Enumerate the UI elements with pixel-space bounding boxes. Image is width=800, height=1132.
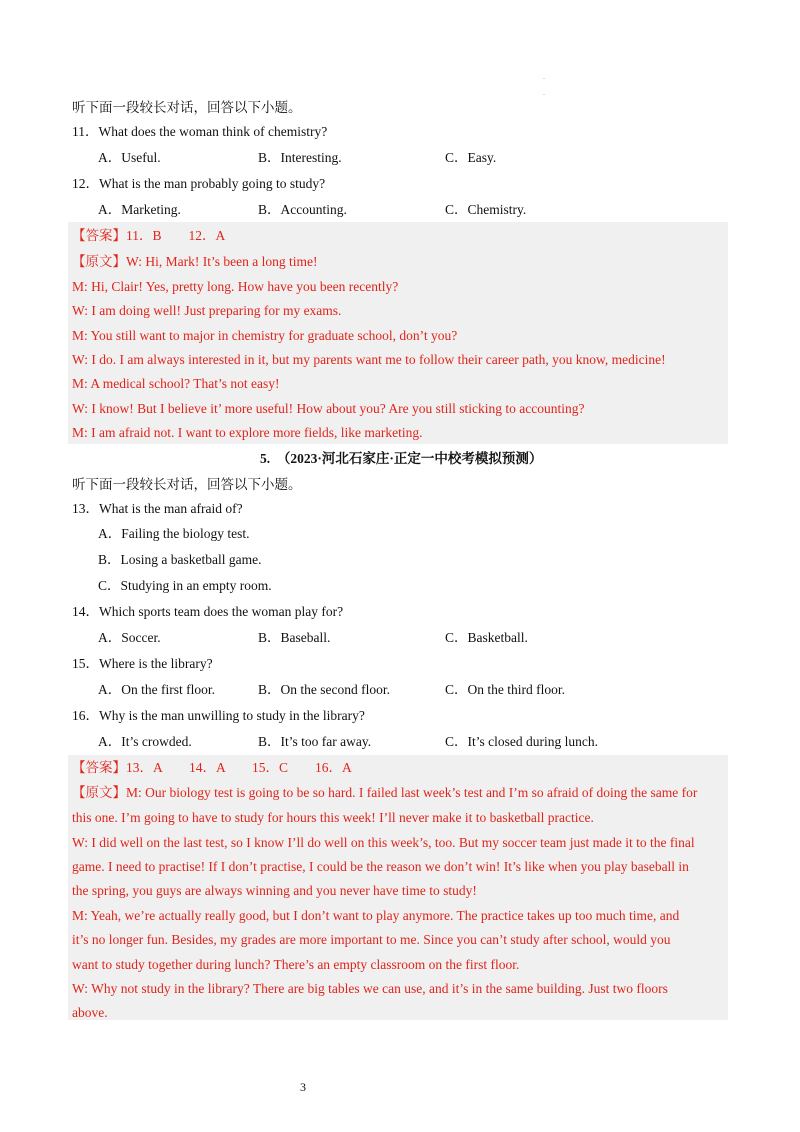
transcript-line: M: You still want to major in chemistry for graduate school, don’t you? xyxy=(72,328,458,343)
transcript-line: want to study together during lunch? There’s an empty classroom on the first floor. xyxy=(72,957,520,972)
transcript-line: M: Hi, Clair! Yes, pretty long. How have you been recently? xyxy=(72,279,399,294)
page-number: 3 xyxy=(300,1080,306,1094)
question-13: 13．What is the man afraid of? xyxy=(72,501,243,516)
q15-option-a: A．On the first floor. xyxy=(98,682,215,697)
q15-option-c: C．On the third floor. xyxy=(445,682,565,697)
q12-option-c: C．Chemistry. xyxy=(445,202,527,217)
transcript-line: the spring, you guys are always winning and you never have time to study! xyxy=(72,883,477,898)
transcript-line: 【原文】W: Hi, Mark! It’s been a long time! xyxy=(72,254,318,269)
transcript-line: W: Why not study in the library? There are big tables we can use, and it’s in the same building. Just two floors xyxy=(72,981,668,996)
q16-option-a: A．It’s crowded. xyxy=(98,734,192,749)
q16-option-b: B．It’s too far away. xyxy=(258,734,372,749)
q13-option-c: C．Studying in an empty room. xyxy=(98,578,272,593)
q11-option-b: B．Interesting. xyxy=(258,150,342,165)
transcript-line: W: I am doing well! Just preparing for my exams. xyxy=(72,303,342,318)
scan-mark: . xyxy=(543,88,545,97)
transcript-line: game. I need to practise! If I don’t practise, I could be the reason we don’t win! It’s like when you play baseball in xyxy=(72,859,689,874)
scan-mark: . xyxy=(543,72,545,81)
section-heading: 5. （2023·河北石家庄·正定一中校考模拟预测） xyxy=(260,451,543,466)
transcript-line: M: A medical school? That’s not easy! xyxy=(72,376,280,391)
question-15: 15．Where is the library? xyxy=(72,656,213,671)
transcript-line: it’s no longer fun. Besides, my grades are more important to me. Since you can’t study after school, would you xyxy=(72,932,671,947)
transcript-line: W: I know! But I believe it’ more useful! How about you? Are you still sticking to accounting? xyxy=(72,401,585,416)
transcript-line: above. xyxy=(72,1005,108,1020)
q16-option-c: C．It’s closed during lunch. xyxy=(445,734,598,749)
q13-option-b: B．Losing a basketball game. xyxy=(98,552,262,567)
q11-option-c: C．Easy. xyxy=(445,150,497,165)
transcript-line: 【原文】M: Our biology test is going to be so hard. I failed last week’s test and I’m so afraid of doing the same for xyxy=(72,785,698,800)
answer-key: 【答案】13．A 14．A 15．C 16．A xyxy=(72,760,352,775)
question-14: 14．Which sports team does the woman play for? xyxy=(72,604,344,619)
transcript-line: this one. I’m going to have to study for hours this week! I’ll never make it to basketball practice. xyxy=(72,810,594,825)
instruction: 听下面一段较长对话，回答以下小题。 xyxy=(72,100,302,115)
q12-option-b: B．Accounting. xyxy=(258,202,347,217)
q13-option-a: A．Failing the biology test. xyxy=(98,526,250,541)
q14-option-c: C．Basketball. xyxy=(445,630,528,645)
transcript-line: M: Yeah, we’re actually really good, but I don’t want to play anymore. The practice takes up too much time, and xyxy=(72,908,680,923)
answer-key: 【答案】11．B 12．A xyxy=(72,228,226,243)
instruction: 听下面一段较长对话，回答以下小题。 xyxy=(72,477,302,492)
question-12: 12．What is the man probably going to study? xyxy=(72,176,326,191)
q15-option-b: B．On the second floor. xyxy=(258,682,390,697)
q14-option-b: B．Baseball. xyxy=(258,630,331,645)
transcript-line: W: I do. I am always interested in it, but my parents want me to follow their career path, you know, medicine! xyxy=(72,352,666,367)
q12-option-a: A．Marketing. xyxy=(98,202,181,217)
q11-option-a: A．Useful. xyxy=(98,150,161,165)
question-16: 16．Why is the man unwilling to study in the library? xyxy=(72,708,365,723)
transcript-line: W: I did well on the last test, so I know I’ll do well on this week’s, too. But my soccer team just made it to the final xyxy=(72,835,695,850)
transcript-line: M: I am afraid not. I want to explore more fields, like marketing. xyxy=(72,425,423,440)
q14-option-a: A．Soccer. xyxy=(98,630,161,645)
question-11: 11．What does the woman think of chemistry? xyxy=(72,124,328,139)
